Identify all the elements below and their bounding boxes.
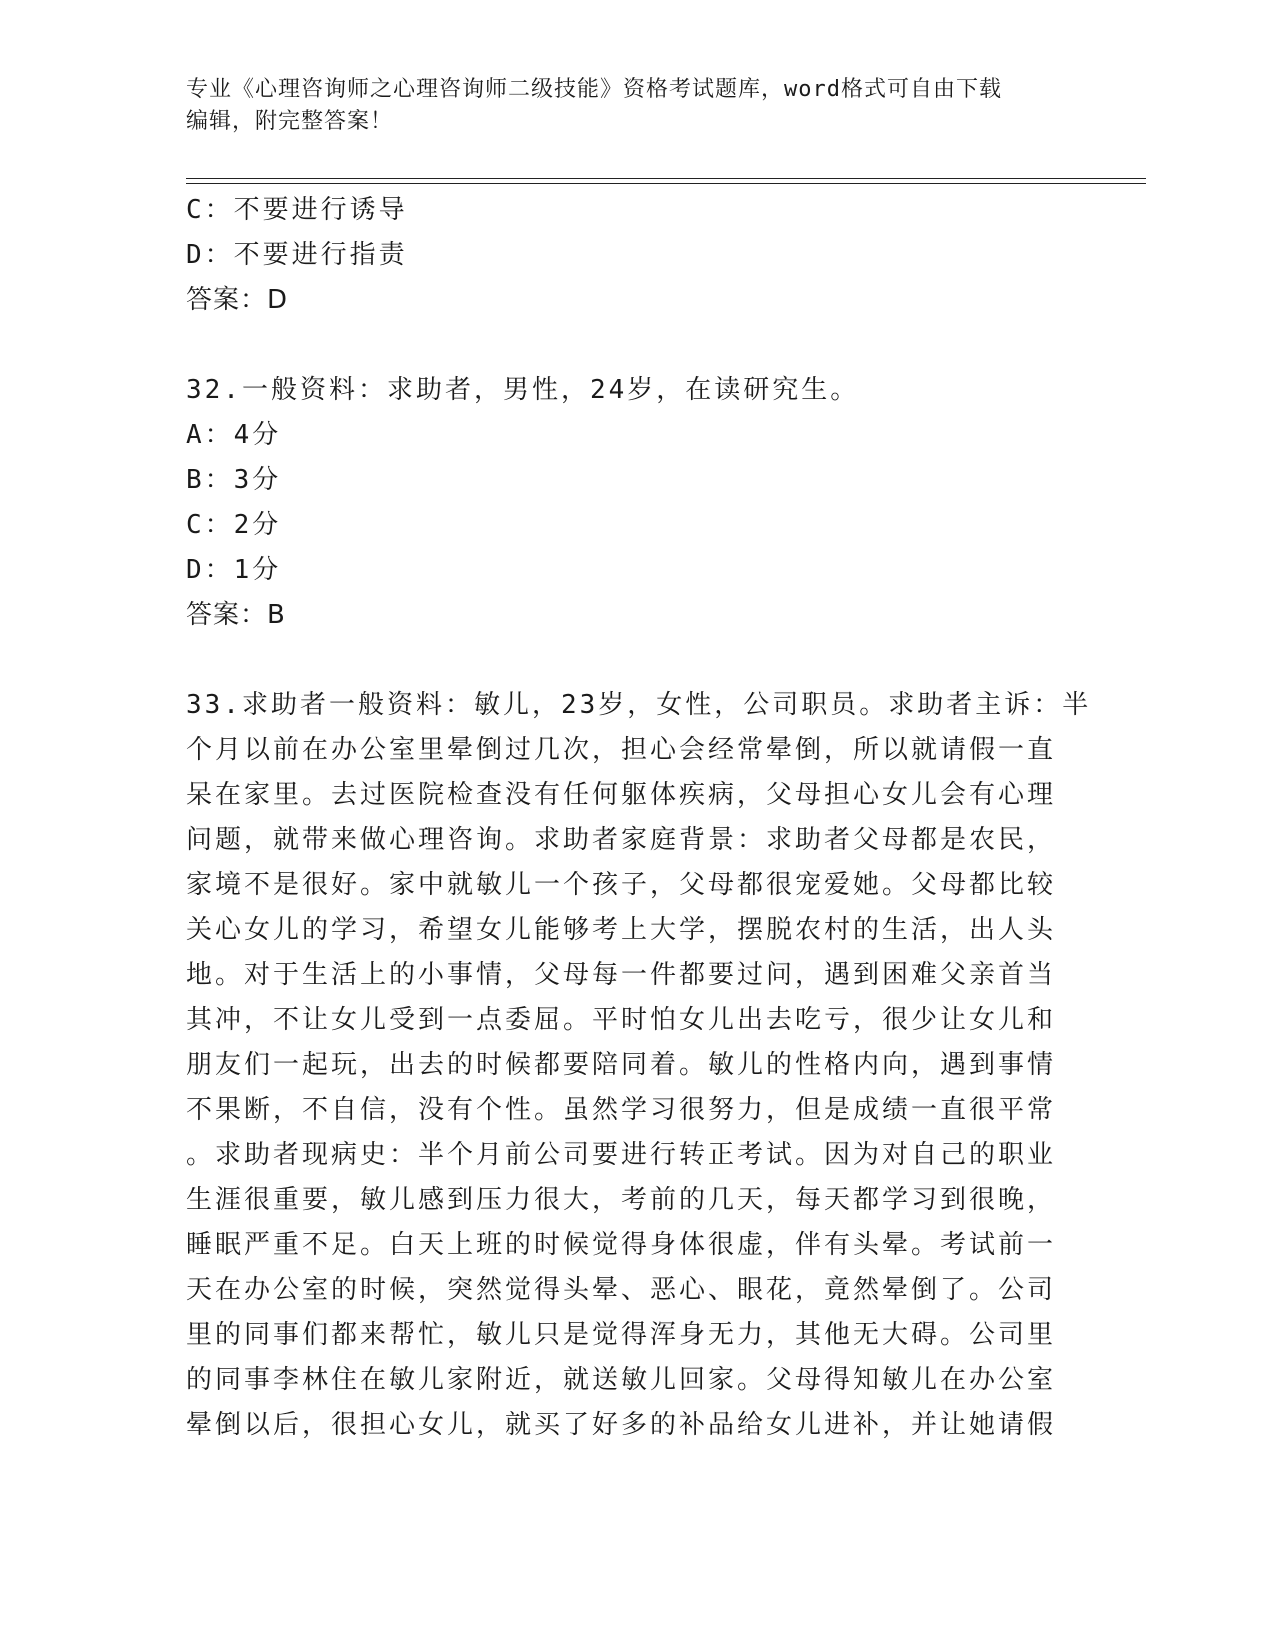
- document-body: [186, 188, 1092, 1448]
- q31-option-c: C：不要进行诱导: [186, 195, 408, 225]
- q33-line: 朋友们一起玩，出去的时候都要陪同着。敏儿的性格内向，遇到事情: [186, 1050, 1057, 1080]
- q32-stem: 32.一般资料：求助者，男性，24岁，在读研究生。: [186, 375, 860, 405]
- header-line-2: 编辑，附完整答案！: [186, 109, 394, 134]
- q33-line: 不果断，不自信，没有个性。虽然学习很努力，但是成绩一直很平常: [186, 1095, 1057, 1125]
- q33-line: 地。对于生活上的小事情，父母每一件都要过问，遇到困难父亲首当: [186, 960, 1057, 990]
- q33-line: 天在办公室的时候，突然觉得头晕、恶心、眼花，竟然晕倒了。公司: [186, 1275, 1057, 1305]
- header-divider-top: [186, 178, 1146, 179]
- q33-line: 。求助者现病史：半个月前公司要进行转正考试。因为对自己的职业: [186, 1140, 1057, 1170]
- q32-option-a: A：4分: [186, 420, 282, 450]
- q31-answer: 答案：D: [186, 285, 289, 315]
- q33-line: 呆在家里。去过医院检查没有任何躯体疾病，父母担心女儿会有心理: [186, 780, 1057, 810]
- document-header: [186, 74, 1086, 138]
- q33-paragraph: [186, 683, 1092, 1448]
- q32-option-b: B：3分: [186, 465, 282, 495]
- q32-option-d: D：1分: [186, 555, 282, 585]
- spacer: [186, 638, 1086, 683]
- spacer: [186, 323, 1086, 368]
- q31-option-d: D：不要进行指责: [186, 240, 408, 270]
- q33-line: 的同事李林住在敏儿家附近，就送敏儿回家。父母得知敏儿在办公室: [186, 1365, 1057, 1395]
- q33-line: 家境不是很好。家中就敏儿一个孩子，父母都很宠爱她。父母都比较: [186, 870, 1057, 900]
- q33-line: 其冲，不让女儿受到一点委屈。平时怕女儿出去吃亏，很少让女儿和: [186, 1005, 1057, 1035]
- q33-line: 关心女儿的学习，希望女儿能够考上大学，摆脱农村的生活，出人头: [186, 915, 1057, 945]
- q33-line: 睡眠严重不足。白天上班的时候觉得身体很虚，伴有头晕。考试前一: [186, 1230, 1057, 1260]
- header-divider-bottom: [186, 183, 1146, 184]
- q33-line: 晕倒以后，很担心女儿，就买了好多的补品给女儿进补，并让她请假: [186, 1410, 1057, 1440]
- q33-line: 33.求助者一般资料：敏儿，23岁，女性，公司职员。求助者主诉：半: [186, 690, 1092, 720]
- q33-line: 个月以前在办公室里晕倒过几次，担心会经常晕倒，所以就请假一直: [186, 735, 1057, 765]
- q33-line: 生涯很重要，敏儿感到压力很大，考前的几天，每天都学习到很晚，: [186, 1185, 1057, 1215]
- q33-line: 问题，就带来做心理咨询。求助者家庭背景：求助者父母都是农民，: [186, 825, 1057, 855]
- q32-option-c: C：2分: [186, 510, 282, 540]
- q32-answer: 答案：B: [186, 600, 286, 630]
- q33-line: 里的同事们都来帮忙，敏儿只是觉得浑身无力，其他无大碍。公司里: [186, 1320, 1057, 1350]
- header-line-1: 专业《心理咨询师之心理咨询师二级技能》资格考试题库，word格式可自由下载: [186, 77, 1002, 102]
